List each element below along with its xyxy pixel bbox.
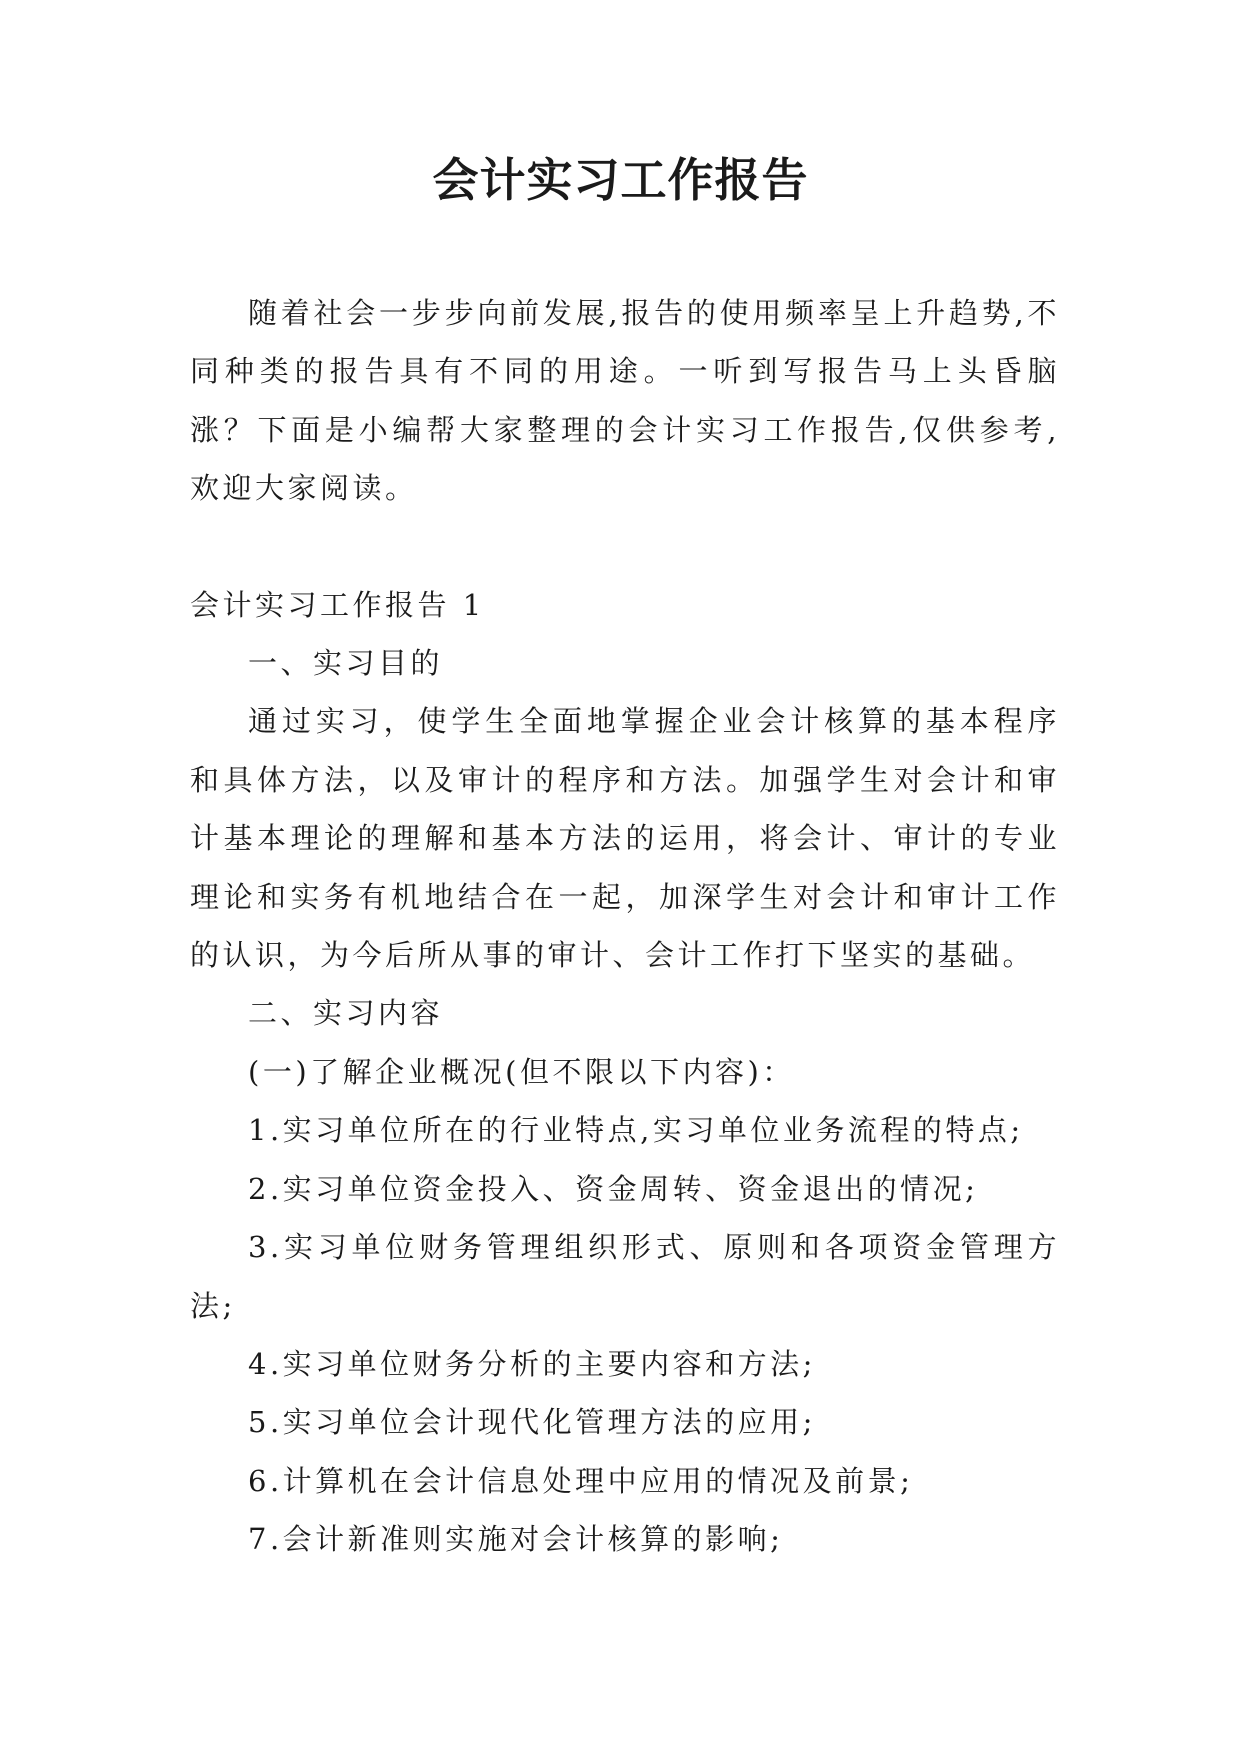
- document-body: [190, 284, 1060, 1569]
- list-item: 7.会计新准则实施对会计核算的影响;: [248, 1522, 784, 1557]
- list-item: 3.实习单位财务管理组织形式、原则和各项资金管理方法;: [190, 1230, 1060, 1323]
- list-item: 1.实习单位所在的行业特点,实习单位业务流程的特点;: [248, 1113, 1024, 1148]
- list-item: 6.计算机在会计信息处理中应用的情况及前景;: [248, 1463, 914, 1498]
- content-heading: 二、实习内容: [248, 996, 444, 1031]
- section-heading: 会计实习工作报告 1: [190, 587, 485, 622]
- sub-heading: (一)了解企业概况(但不限以下内容)：: [248, 1054, 795, 1089]
- list-item: 5.实习单位会计现代化管理方法的应用;: [248, 1405, 816, 1440]
- paragraph-gap: [190, 518, 1060, 576]
- purpose-heading: 一、实习目的: [248, 646, 444, 681]
- intro-paragraph: 随着社会一步步向前发展,报告的使用频率呈上升趋势,不同种类的报告具有不同的用途。一听到写报告马上头昏脑涨？下面是小编帮大家整理的会计实习工作报告,仅供参考,欢迎大家阅读。: [190, 296, 1060, 506]
- document-title: 会计实习工作报告: [432, 153, 809, 207]
- list-item: 4.实习单位财务分析的主要内容和方法;: [248, 1346, 816, 1381]
- purpose-paragraph: 通过实习，使学生全面地掌握企业会计核算的基本程序和具体方法，以及审计的程序和方法。加强学生对会计和审计基本理论的理解和基本方法的运用，将会计、审计的专业理论和实务有机地结合在一起，加深学生对会计和审计工作的认识，为今后所从事的审计、会计工作打下坚实的基础。: [190, 704, 1060, 973]
- list-item: 2.实习单位资金投入、资金周转、资金退出的情况;: [248, 1171, 979, 1206]
